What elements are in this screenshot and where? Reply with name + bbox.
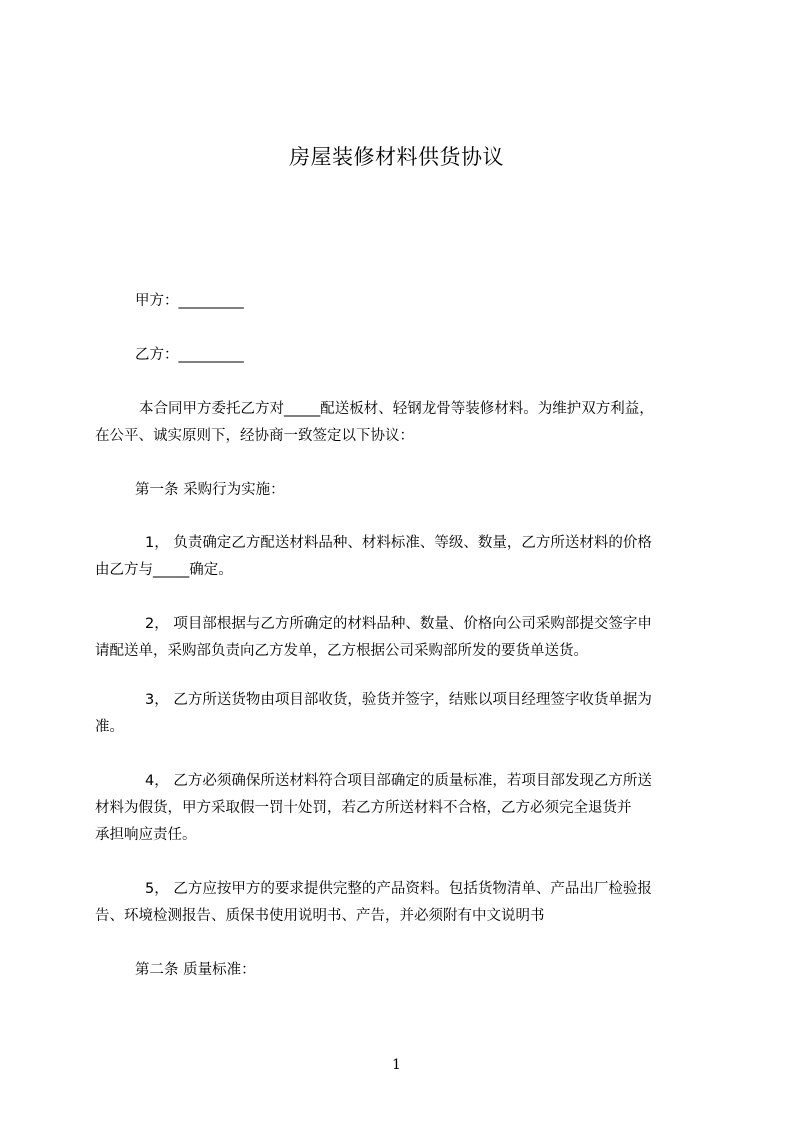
- clause1-line-2: 由乙方与_____确定。: [95, 562, 233, 578]
- clause2-line-2: 请配送单，采购部负责向乙方发单，乙方根据公司采购部所发的要货单送货。: [95, 643, 588, 659]
- article2-heading: 第二条 质量标准：: [135, 962, 256, 978]
- intro-line-1: 本合同甲方委托乙方对_____配送板材、轻钢龙骨等装修材料。为维护双方利益，: [139, 401, 654, 417]
- document-title: 房屋装修材料供货协议: [289, 145, 504, 169]
- page-number: 1: [392, 1057, 401, 1073]
- party-a-line: 甲方：_________: [135, 293, 244, 309]
- intro-line-2: 在公平、诚实原则下，经协商一致签定以下协议：: [95, 428, 414, 444]
- article1-heading: 第一条 采购行为实施：: [135, 482, 285, 498]
- clause2-line-1: 2， 项目部根据与乙方所确定的材料品种、数量、价格向公司采购部提交签字申: [145, 616, 652, 632]
- clause1-line-1: 1， 负责确定乙方配送材料品种、材料标准、等级、数量，乙方所送材料的价格: [145, 535, 652, 551]
- clause4-line-2: 材料为假货，甲方采取假一罚十处罚，若乙方所送材料不合格，乙方必须完全退货并: [95, 800, 632, 816]
- clause4-line-3: 承担响应责任。: [95, 827, 197, 843]
- party-b-line: 乙方：_________: [135, 347, 244, 363]
- clause4-line-1: 4， 乙方必须确保所送材料符合项目部确定的质量标准，若项目部发现乙方所送: [145, 773, 652, 789]
- clause5-line-2: 告、环境检测报告、质保书使用说明书、产告，并必须附有中文说明书: [95, 908, 545, 924]
- clause3-line-1: 3， 乙方所送货物由项目部收货，验货并签字，结账以项目经理签字收货单据为: [145, 692, 652, 708]
- clause5-line-1: 5， 乙方应按甲方的要求提供完整的产品资料。包括货物清单、产品出厂检验报: [145, 881, 652, 897]
- clause3-line-2: 准。: [95, 719, 124, 735]
